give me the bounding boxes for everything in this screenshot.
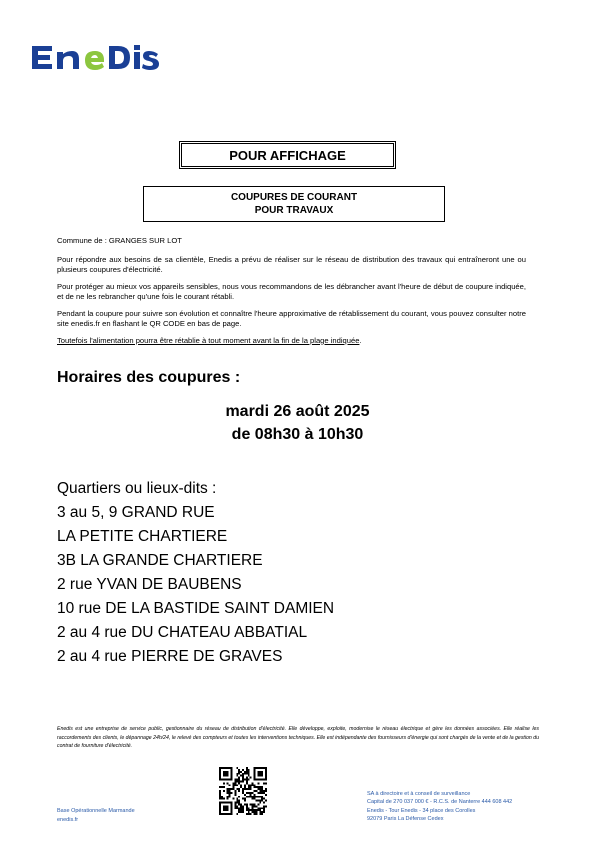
enedis-logo [30, 40, 160, 74]
location-item: LA PETITE CHARTIERE [57, 528, 228, 545]
footer-left [57, 807, 135, 825]
footer-disclaimer: Enedis est une entreprise de service public, gestionnaire du réseau de distribution d'électricité. Elle développe, exploite, modernise le réseau électrique et gère les données associées. Elle réalise les raccordements des clients, le dépannage 24h/24, le relevé des compteurs et toutes les interventions techniques. Elle est indépendante des fournisseurs d'énergie qui sont chargés de la vente et de la gestion du contrat de fourniture d'électricité. [57, 726, 539, 749]
subtitle-line2: POUR TRAVAUX [254, 205, 334, 216]
footer-website-link[interactable]: enedis.fr [57, 817, 79, 823]
header-accent-line [160, 67, 595, 70]
location-item: 2 au 4 rue DU CHATEAU ABBATIAL [57, 624, 308, 641]
footer-base-operationnelle: Base Opérationnelle Marmande [57, 808, 135, 814]
paragraph-4-wrap: Toutefois l'alimentation pourra être rétablie à tout moment avant la fin de la plage indiquée. [57, 335, 362, 345]
notice-body [57, 236, 526, 352]
footer-legal-line4: 92079 Paris La Défense Cedex [367, 815, 444, 822]
footer-legal-line3: Enedis - Tour Enedis - 34 place des Corolles [367, 807, 476, 814]
paragraph-1: Pour répondre aux besoins de sa clientèle, Enedis a prévu de réaliser sur le réseau de distribution des travaux qui entraîneront une ou plusieurs coupures d'électricité. [57, 254, 526, 274]
paragraph-2: Pour protéger au mieux vos appareils sensibles, nous vous recommandons de les débrancher avant l'heure de début de coupure indiquée, et de ne les rebrancher qu'une fois le courant rétabli. [57, 281, 526, 301]
locations-heading: Quartiers ou lieux-dits : [57, 480, 217, 497]
paragraph-3: Pendant la coupure pour suivre son évolution et connaître l'heure approximative de rétablissement du courant, vous pouvez consulter notre site enedis.fr en flashant le QR CODE en bas de page. [57, 308, 526, 328]
footer-legal-line2: Capital de 270 037 000 € - R.C.S. de Nanterre 444 608 442 [367, 799, 513, 806]
footer-right [367, 790, 512, 823]
location-item: 3B LA GRANDE CHARTIERE [57, 552, 263, 569]
pour-affichage-box [179, 141, 396, 169]
locations-list [57, 477, 334, 669]
location-item: 2 rue YVAN DE BAUBENS [57, 576, 242, 593]
box-title: POUR AFFICHAGE [229, 147, 346, 163]
subtitle-line1: COUPURES DE COURANT [230, 192, 358, 203]
qr-code-icon[interactable] [219, 767, 267, 815]
schedule-title: Horaires des coupures : [57, 369, 241, 386]
commune-label: Commune de : GRANGES SUR LOT [57, 236, 182, 245]
location-item: 2 au 4 rue PIERRE DE GRAVES [57, 648, 283, 665]
schedule-date: mardi 26 août 2025 [225, 403, 370, 420]
paragraph-4: Toutefois l'alimentation pourra être rétablie à tout moment avant la fin de la plage indiquée [57, 335, 360, 345]
location-item: 3 au 5, 9 GRAND RUE [57, 504, 215, 521]
footer-legal-line1: SA à directoire et à conseil de surveillance [367, 791, 471, 797]
location-item: 10 rue DE LA BASTIDE SAINT DAMIEN [57, 600, 335, 617]
schedule-time: de 08h30 à 10h30 [231, 426, 364, 443]
coupures-box [143, 186, 445, 222]
